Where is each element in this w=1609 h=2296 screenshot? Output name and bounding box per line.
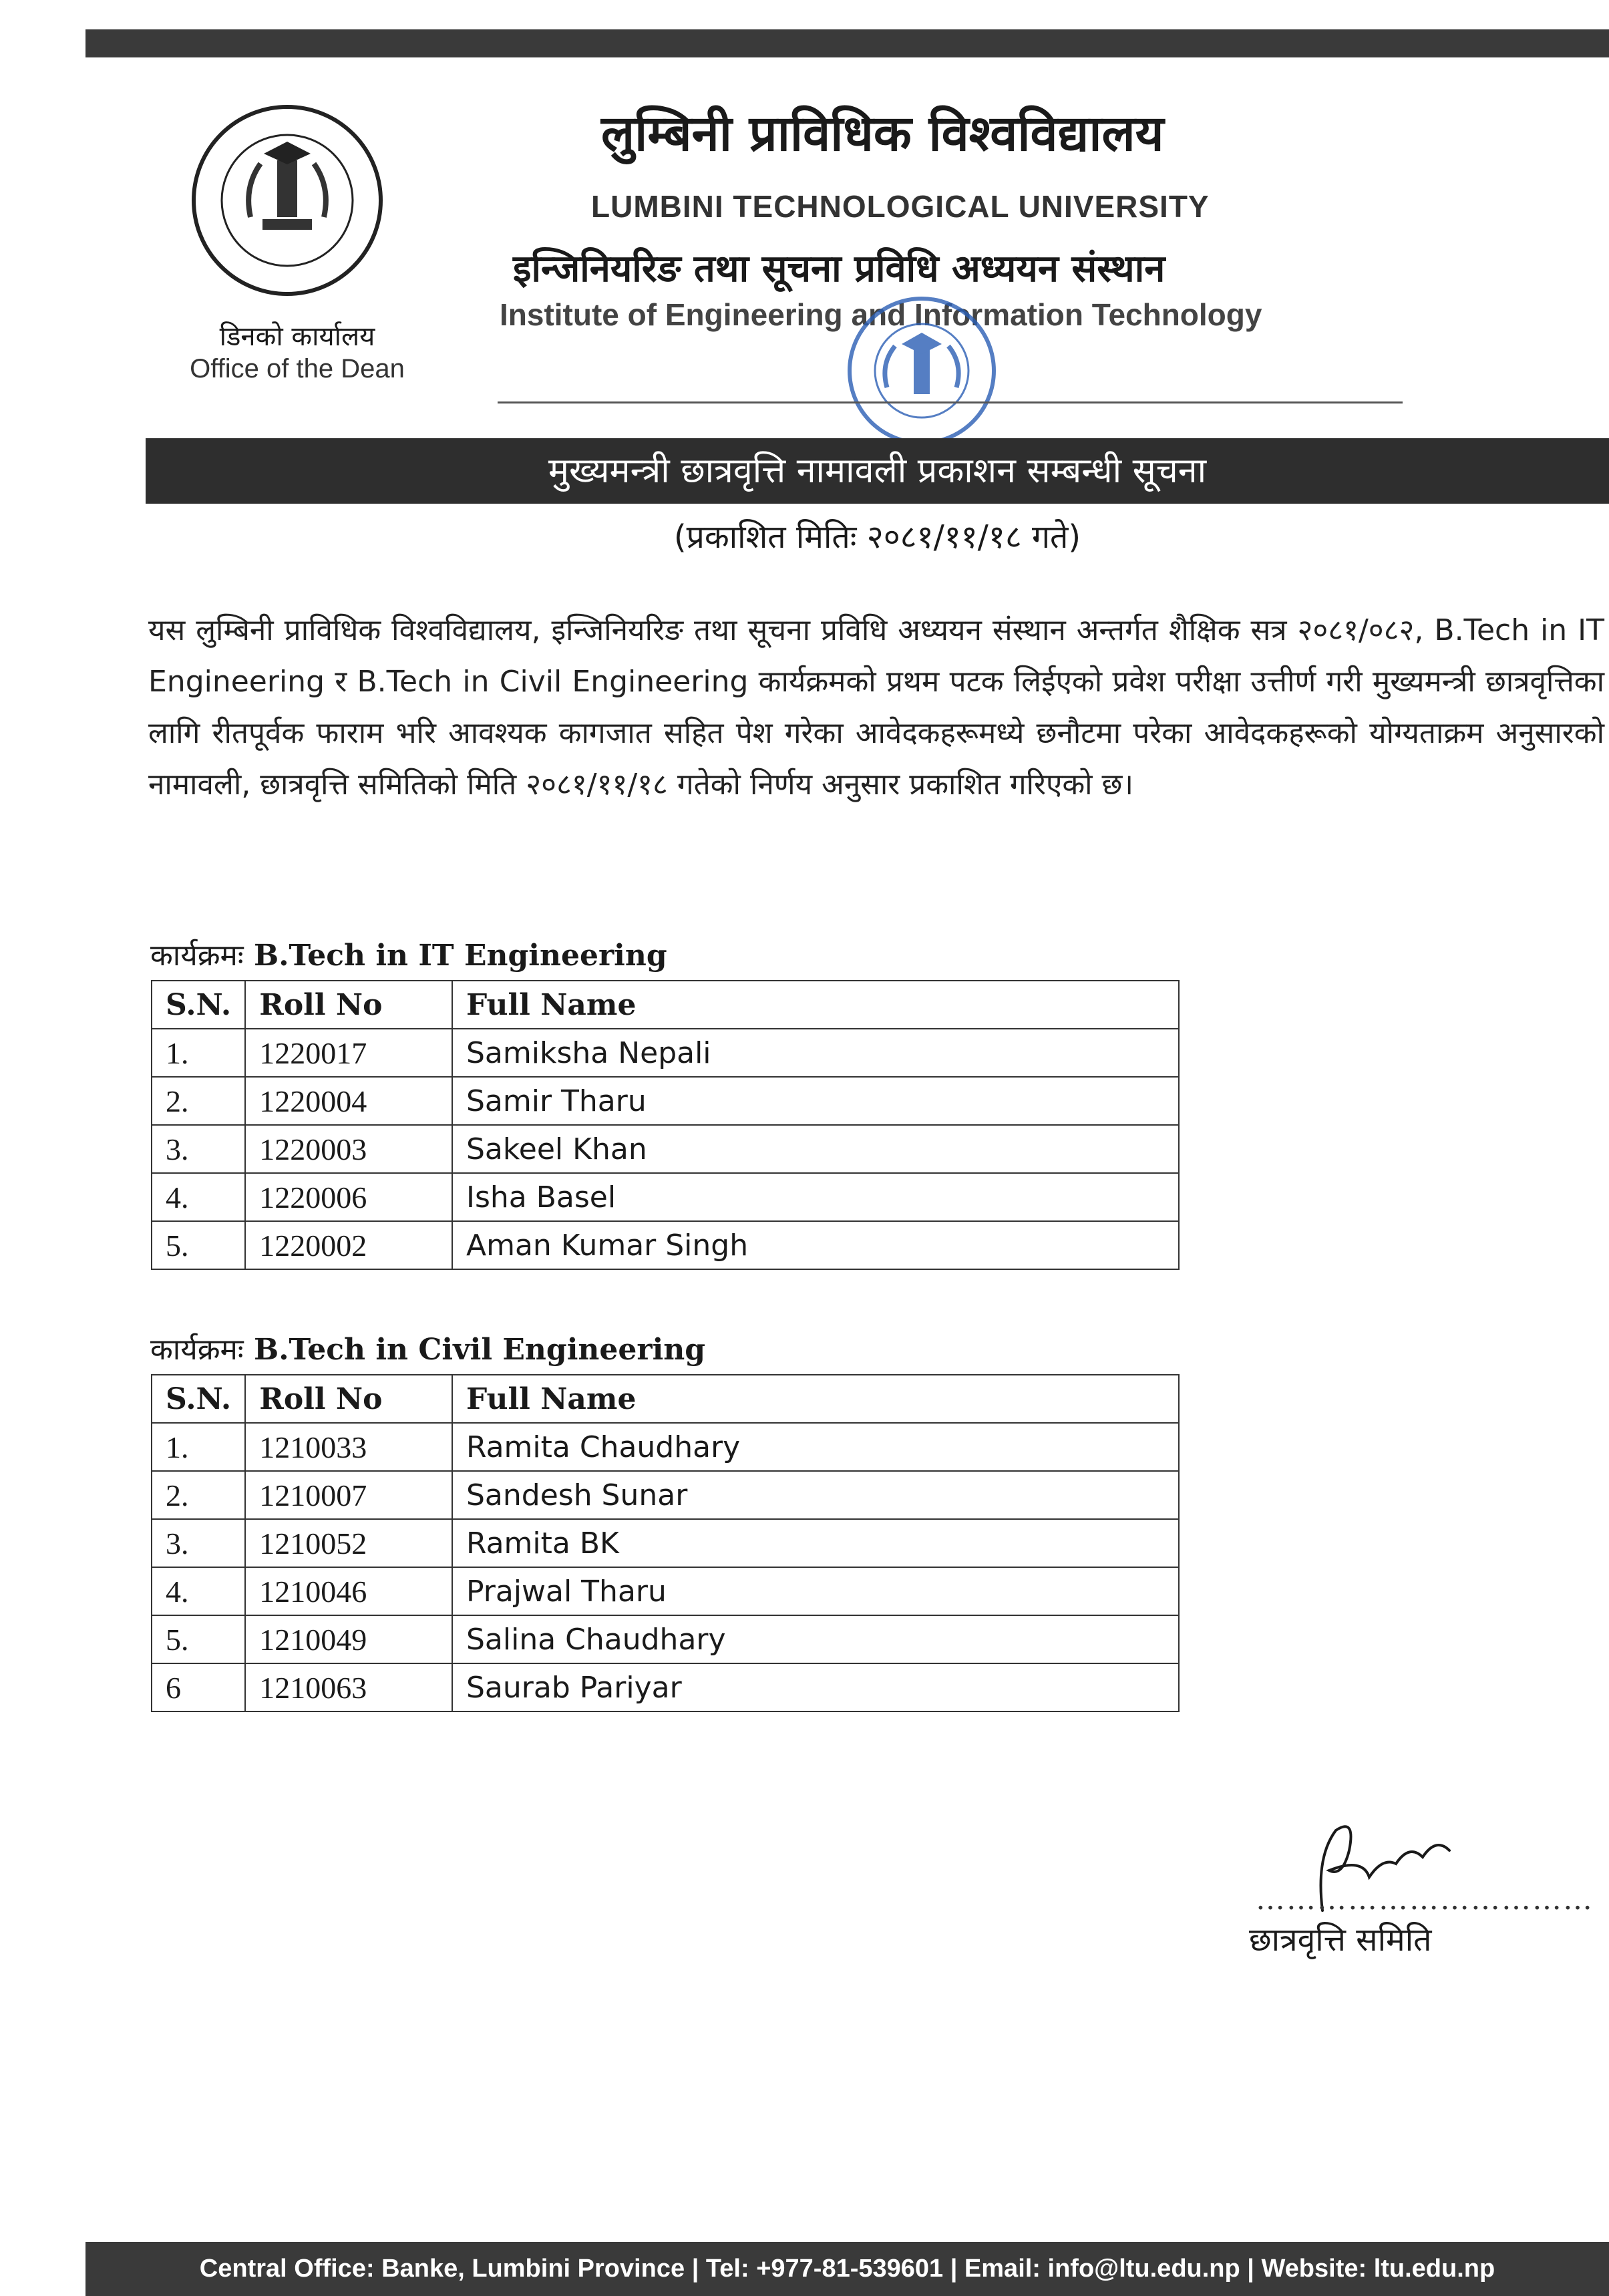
table-row — [152, 1663, 1179, 1711]
column-header-roll: Roll No — [245, 1375, 452, 1423]
institute-name-en: Institute of Engineering and Information Technology — [500, 297, 1262, 332]
official-stamp-icon — [808, 287, 1035, 448]
cell-roll: 1210052 — [245, 1519, 452, 1567]
cell-name: Sakeel Khan — [452, 1125, 1179, 1173]
cell-roll: 1220004 — [245, 1077, 452, 1125]
notice-title: मुख्यमन्त्री छात्रवृत्ति नामावली प्रकाशन सम्बन्धी सूचना — [146, 438, 1609, 504]
signature-line: …………………………… — [1256, 1882, 1594, 1917]
university-name-np: लुम्बिनी प्राविधिक विश्वविद्यालय — [601, 105, 1164, 162]
table-row — [152, 1567, 1179, 1615]
cell-sn: 3. — [152, 1125, 245, 1173]
footer-contact: Central Office: Banke, Lumbini Province | Tel: +977-81-539601 | Email: info@ltu.edu.np | Website: ltu.edu.np — [85, 2242, 1609, 2296]
cell-sn: 3. — [152, 1519, 245, 1567]
top-bar — [85, 29, 1609, 57]
cell-name: Samiksha Nepali — [452, 1029, 1179, 1077]
program-label-name: B.Tech in IT Engineering — [254, 939, 667, 973]
cell-roll: 1210007 — [245, 1471, 452, 1519]
program-label-prefix: कार्यक्रमः — [150, 1333, 244, 1367]
office-name-en: Office of the Dean — [190, 354, 405, 383]
institute-name-np: इन्जिनियरिङ तथा सूचना प्रविधि अध्ययन संस्थान — [513, 247, 1166, 291]
program-label-prefix: कार्यक्रमः — [150, 939, 244, 973]
table-header-row — [152, 1375, 1179, 1423]
signature-label: छात्रवृत्ति समिति — [1249, 1921, 1432, 1959]
cell-sn: 4. — [152, 1173, 245, 1221]
cell-name: Salina Chaudhary — [452, 1615, 1179, 1663]
program-label-it — [150, 934, 667, 974]
column-header-name: Full Name — [452, 1375, 1179, 1423]
cell-sn: 4. — [152, 1567, 245, 1615]
cell-sn: 2. — [152, 1471, 245, 1519]
cell-sn: 5. — [152, 1221, 245, 1269]
cell-name: Samir Tharu — [452, 1077, 1179, 1125]
table-header-row — [152, 981, 1179, 1029]
header-divider — [498, 401, 1403, 403]
university-name-en: LUMBINI TECHNOLOGICAL UNIVERSITY — [591, 189, 1210, 224]
cell-sn: 1. — [152, 1029, 245, 1077]
column-header-roll: Roll No — [245, 981, 452, 1029]
table-row — [152, 1221, 1179, 1269]
cell-name: Ramita BK — [452, 1519, 1179, 1567]
cell-sn: 5. — [152, 1615, 245, 1663]
cell-sn: 2. — [152, 1077, 245, 1125]
table-row — [152, 1125, 1179, 1173]
column-header-sn: S.N. — [152, 981, 245, 1029]
cell-roll: 1220003 — [245, 1125, 452, 1173]
table-civil-engineering — [151, 1374, 1180, 1712]
program-label-name: B.Tech in Civil Engineering — [254, 1333, 706, 1367]
cell-name: Isha Basel — [452, 1173, 1179, 1221]
cell-name: Ramita Chaudhary — [452, 1423, 1179, 1471]
table-row — [152, 1519, 1179, 1567]
cell-name: Sandesh Sunar — [452, 1471, 1179, 1519]
table-row — [152, 1471, 1179, 1519]
cell-sn: 1. — [152, 1423, 245, 1471]
program-label-civil — [150, 1328, 705, 1368]
cell-roll: 1210046 — [245, 1567, 452, 1615]
table-row — [152, 1077, 1179, 1125]
university-logo-icon — [177, 100, 397, 301]
cell-roll: 1220006 — [245, 1173, 452, 1221]
cell-roll: 1210049 — [245, 1615, 452, 1663]
published-date: (प्रकाशित मितिः २०८१/११/१८ गते) — [673, 518, 1081, 556]
table-row — [152, 1615, 1179, 1663]
cell-sn: 6 — [152, 1663, 245, 1711]
column-header-sn: S.N. — [152, 1375, 245, 1423]
cell-name: Saurab Pariyar — [452, 1663, 1179, 1711]
cell-roll: 1220017 — [245, 1029, 452, 1077]
cell-name: Aman Kumar Singh — [452, 1221, 1179, 1269]
cell-roll: 1210063 — [245, 1663, 452, 1711]
table-row — [152, 1173, 1179, 1221]
cell-roll: 1210033 — [245, 1423, 452, 1471]
notice-body: यस लुम्बिनी प्राविधिक विश्वविद्यालय, इन्जिनियरिङ तथा सूचना प्रविधि अध्ययन संस्थान अन्तर्गत शैक्षिक सत्र २०८१/०८२, B.Tech in IT Engineering र B.Tech in Civil Engineering कार्यक्रमको प्रथम पटक लिईएको प्रवेश परीक्षा उत्तीर्ण गरी मुख्यमन्त्री छात्रवृत्तिका लागि रीतपूर्वक फाराम भरि आवश्यक कागजात सहित पेश गरेका आवेदकहरूमध्ये छनौटमा परेका आवेदकहरूको योग्यताक्रम अनुसारको नामावली, छात्रवृत्ति समितिको मिति २०८१/११/१८ गतेको निर्णय अनुसार प्रकाशित गरिएको छ। — [148, 613, 1604, 802]
table-row — [152, 1423, 1179, 1471]
column-header-name: Full Name — [452, 981, 1179, 1029]
cell-name: Prajwal Tharu — [452, 1567, 1179, 1615]
table-row — [152, 1029, 1179, 1077]
table-it-engineering — [151, 980, 1180, 1270]
office-name-np: डिनको कार्यालय — [219, 321, 375, 352]
cell-roll: 1220002 — [245, 1221, 452, 1269]
